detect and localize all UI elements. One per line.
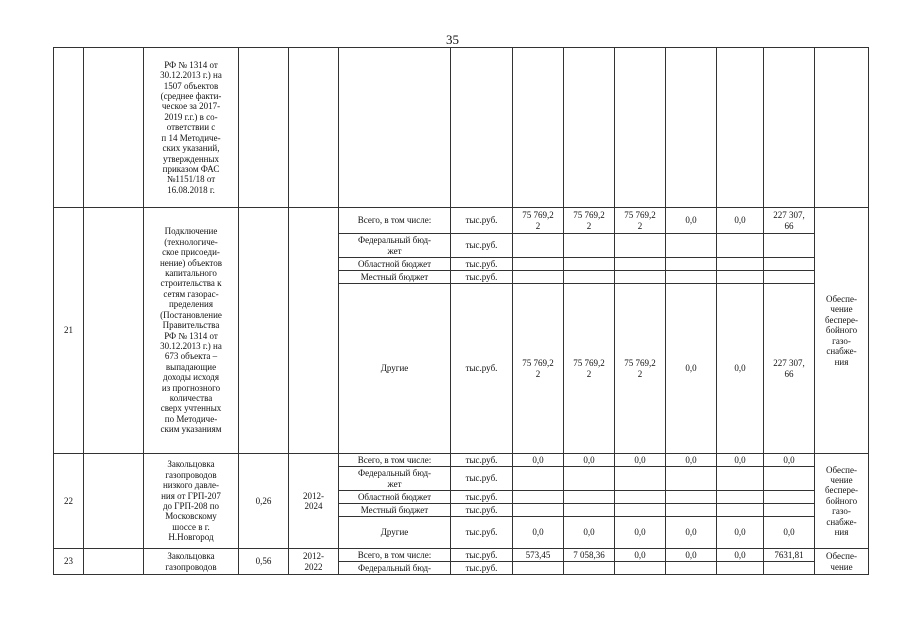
- cell-unit: тыс.руб.: [451, 517, 513, 549]
- cell-v6: 0,0: [764, 517, 815, 549]
- cell-years: 2012- 2024: [289, 454, 339, 549]
- cell-code: [84, 454, 144, 549]
- cell-source: Федеральный бюд-: [339, 562, 451, 575]
- cell-v6: [764, 48, 815, 208]
- cell-v5: 0,0: [717, 454, 764, 467]
- cell-v2: 0,0: [564, 454, 615, 467]
- cell-unit: тыс.руб.: [451, 549, 513, 562]
- cell-unit: тыс.руб.: [451, 234, 513, 258]
- cell-v4: 0,0: [666, 549, 717, 562]
- cell-unit: [451, 48, 513, 208]
- cell-v5: 0,0: [717, 549, 764, 562]
- cell-v4: 0,0: [666, 454, 717, 467]
- cell-v6: 227 307, 66: [764, 284, 815, 454]
- cell-unit: тыс.руб.: [451, 562, 513, 575]
- cell-num: 21: [54, 208, 84, 454]
- table-row-23-total: [54, 549, 869, 562]
- cell-v3: 0,0: [615, 517, 666, 549]
- cell-source: Всего, в том числе:: [339, 454, 451, 467]
- cell-source: [339, 48, 451, 208]
- cell-unit: тыс.руб.: [451, 504, 513, 517]
- cell-v3: 75 769,2 2: [615, 284, 666, 454]
- cell-unit: тыс.руб.: [451, 271, 513, 284]
- cell-source: Местный бюджет: [339, 504, 451, 517]
- cell-result: Обеспе- чение беспере- бойного газо- снабже- ния: [815, 208, 869, 454]
- cell-v5: 0,0: [717, 208, 764, 234]
- cell-name: Закольцовка газопроводов низкого давле- ния от ГРП-207 до ГРП-208 по Московскому шоссе в г. Н.Новгород: [144, 454, 239, 549]
- cell-v4: 0,0: [666, 208, 717, 234]
- cell-v5: [717, 48, 764, 208]
- cell-unit: тыс.руб.: [451, 491, 513, 504]
- cell-v1: 573,45: [513, 549, 564, 562]
- cell-source: Всего, в том числе:: [339, 549, 451, 562]
- investment-program-table: [53, 47, 869, 575]
- cell-v3: 0,0: [615, 454, 666, 467]
- cell-source: Областной бюджет: [339, 258, 451, 271]
- cell-unit: тыс.руб.: [451, 454, 513, 467]
- cell-length: 0,26: [239, 454, 289, 549]
- table-row-22-total: [54, 454, 869, 467]
- cell-code: [84, 208, 144, 454]
- cell-result: [815, 48, 869, 208]
- cell-length: [239, 48, 289, 208]
- cell-v4: 0,0: [666, 517, 717, 549]
- cell-v6: 0,0: [764, 454, 815, 467]
- cell-num: 22: [54, 454, 84, 549]
- table-row-21-total: [54, 208, 869, 234]
- cell-v2: 75 769,2 2: [564, 208, 615, 234]
- cell-v3: 0,0: [615, 549, 666, 562]
- cell-source: Другие: [339, 517, 451, 549]
- cell-v1: 75 769,2 2: [513, 284, 564, 454]
- cell-source: Федеральный бюд- жет: [339, 234, 451, 258]
- cell-v6: 7631,81: [764, 549, 815, 562]
- cell-unit: тыс.руб.: [451, 467, 513, 491]
- cell-v2: [564, 48, 615, 208]
- cell-v1: 0,0: [513, 454, 564, 467]
- cell-length: 0,56: [239, 549, 289, 575]
- cell-v1: [513, 48, 564, 208]
- cell-num: 23: [54, 549, 84, 575]
- cell-v1: 0,0: [513, 517, 564, 549]
- table-row-continued: [54, 48, 869, 208]
- cell-years: [289, 208, 339, 454]
- cell-source: Всего, в том числе:: [339, 208, 451, 234]
- cell-v2: 75 769,2 2: [564, 284, 615, 454]
- cell-v3: 75 769,2 2: [615, 208, 666, 234]
- cell-v2: 0,0: [564, 517, 615, 549]
- cell-source: Федеральный бюд- жет: [339, 467, 451, 491]
- cell-v5: 0,0: [717, 517, 764, 549]
- cell-unit: тыс.руб.: [451, 284, 513, 454]
- cell-v1: 75 769,2 2: [513, 208, 564, 234]
- cell-v5: 0,0: [717, 284, 764, 454]
- cell-name: РФ № 1314 от 30.12.2013 г.) на 1507 объектов (среднее факти- ческое за 2017- 2019 г.г.) в со- ответствии с п 14 Методиче- ских указаний, утвержденных приказом ФАС №1151/18 от 16.08.2018 г.: [144, 48, 239, 208]
- cell-name: Подключение (технологиче- ское присоеди- нение) объектов капитального строительства к сетям газорас- пределения (Постановление Правительства РФ № 1314 от 30.12.2013 г.) на 673 объекта – выпадающие доходы исходя из прогнозного количества сверх учтенных по Методиче- ским указаниям: [144, 208, 239, 454]
- cell-source: Другие: [339, 284, 451, 454]
- cell-name: Закольцовка газопроводов: [144, 549, 239, 575]
- page-number: 35: [446, 32, 459, 47]
- cell-num: [54, 48, 84, 208]
- cell-source: Местный бюджет: [339, 271, 451, 284]
- cell-v6: 227 307, 66: [764, 208, 815, 234]
- cell-code: [84, 549, 144, 575]
- cell-result: Обеспе- чение: [815, 549, 869, 575]
- cell-result: Обеспе- чение беспере- бойного газо- снабже- ния: [815, 454, 869, 549]
- cell-v3: [615, 48, 666, 208]
- cell-unit: тыс.руб.: [451, 258, 513, 271]
- cell-years: [289, 48, 339, 208]
- cell-v2: 7 058,36: [564, 549, 615, 562]
- cell-code: [84, 48, 144, 208]
- cell-unit: тыс.руб.: [451, 208, 513, 234]
- cell-source: Областной бюджет: [339, 491, 451, 504]
- cell-length: [239, 208, 289, 454]
- cell-v4: [666, 48, 717, 208]
- cell-years: 2012- 2022: [289, 549, 339, 575]
- cell-v4: 0,0: [666, 284, 717, 454]
